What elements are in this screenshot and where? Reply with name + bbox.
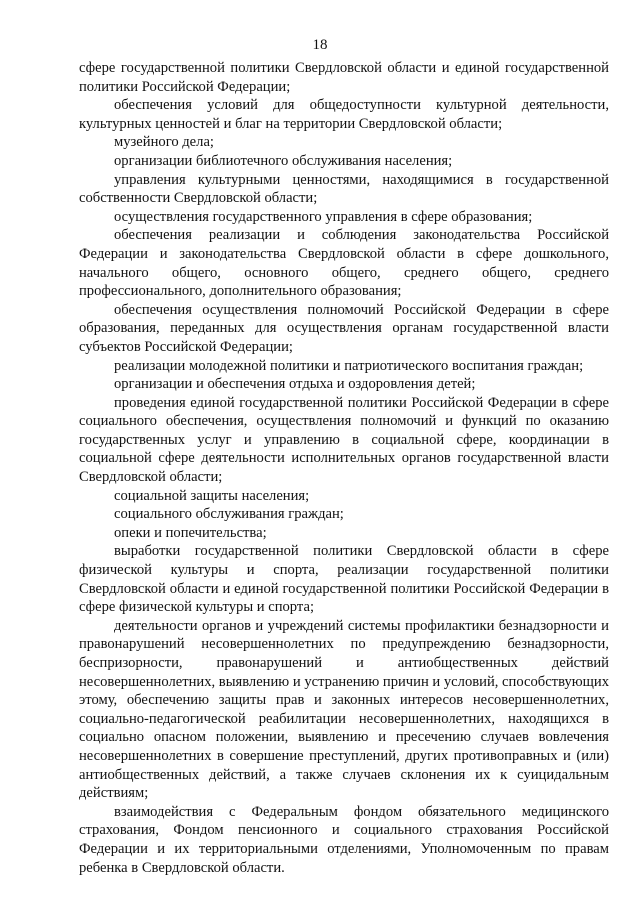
paragraph: деятельности органов и учреждений системы профилактики безнадзорности и правонарушений несовершеннолетних по предупреждению безнадзорности, беспризорности, правонарушений и антиобщественных действий несовершеннолетних, выявлению и устранению причин и условий, способствующих этому, обеспечению защиты прав и законных интересов несовершеннолетних, социально-педагогической реабилитации несовершеннолетних, находящихся в социально опасном положении, выявлению и пресечению случаев вовлечения несовершеннолетних в совершение преступлений, других противоправных и (или) антиобщественных действий, а также случаев склонения их к суицидальным действиям; bbox=[79, 617, 609, 802]
document-body bbox=[79, 59, 609, 877]
paragraph: организации и обеспечения отдыха и оздоровления детей; bbox=[114, 376, 476, 393]
page-number: 18 bbox=[312, 37, 328, 53]
paragraph: социальной защиты населения; bbox=[114, 487, 310, 504]
paragraph: управления культурными ценностями, находящимися в государственной собственности Свердловской области; bbox=[79, 171, 609, 207]
paragraph: реализации молодежной политики и патриотического воспитания граждан; bbox=[114, 357, 584, 374]
paragraph: взаимодействия с Федеральным фондом обязательного медицинского страхования, Фондом пенсионного и социального страхования Российской Федерации и их территориальными отделениями, Уполномоченным по правам ребенка в Свердловской области. bbox=[79, 803, 609, 876]
paragraph: обеспечения реализации и соблюдения законодательства Российской Федерации и законодательства Свердловской области в сфере дошкольного, начального общего, основного общего, среднего общего, среднего профессионального, дополнительного образования; bbox=[79, 227, 609, 300]
paragraph: организации библиотечного обслуживания населения; bbox=[114, 152, 453, 169]
paragraph: музейного дела; bbox=[114, 134, 214, 151]
paragraph: социального обслуживания граждан; bbox=[114, 506, 344, 523]
paragraph: осуществления государственного управления в сфере образования; bbox=[114, 208, 533, 225]
paragraph: выработки государственной политики Свердловской области в сфере физической культуры и спорта, реализации государственной политики Свердловской области и единой государственной политики Российской Федерации в сфере физической культуры и спорта; bbox=[79, 543, 609, 616]
paragraph: обеспечения условий для общедоступности культурной деятельности, культурных ценностей и благ на территории Свердловской области; bbox=[79, 97, 609, 132]
paragraph: проведения единой государственной политики Российской Федерации в сфере социального обеспечения, осуществления полномочий и функций по оказанию государственных услуг и управлению в социальной сфере, координации в социальной сфере деятельности исполнительных органов государственной власти Свердловской области; bbox=[79, 394, 609, 486]
paragraph: опеки и попечительства; bbox=[114, 524, 267, 541]
paragraph: обеспечения осуществления полномочий Российской Федерации в сфере образования, переданных для осуществления органам государственной власти субъектов Российской Федерации; bbox=[79, 301, 609, 355]
paragraph: сфере государственной политики Свердловской области и единой государственной политики Российской Федерации; bbox=[79, 60, 609, 95]
